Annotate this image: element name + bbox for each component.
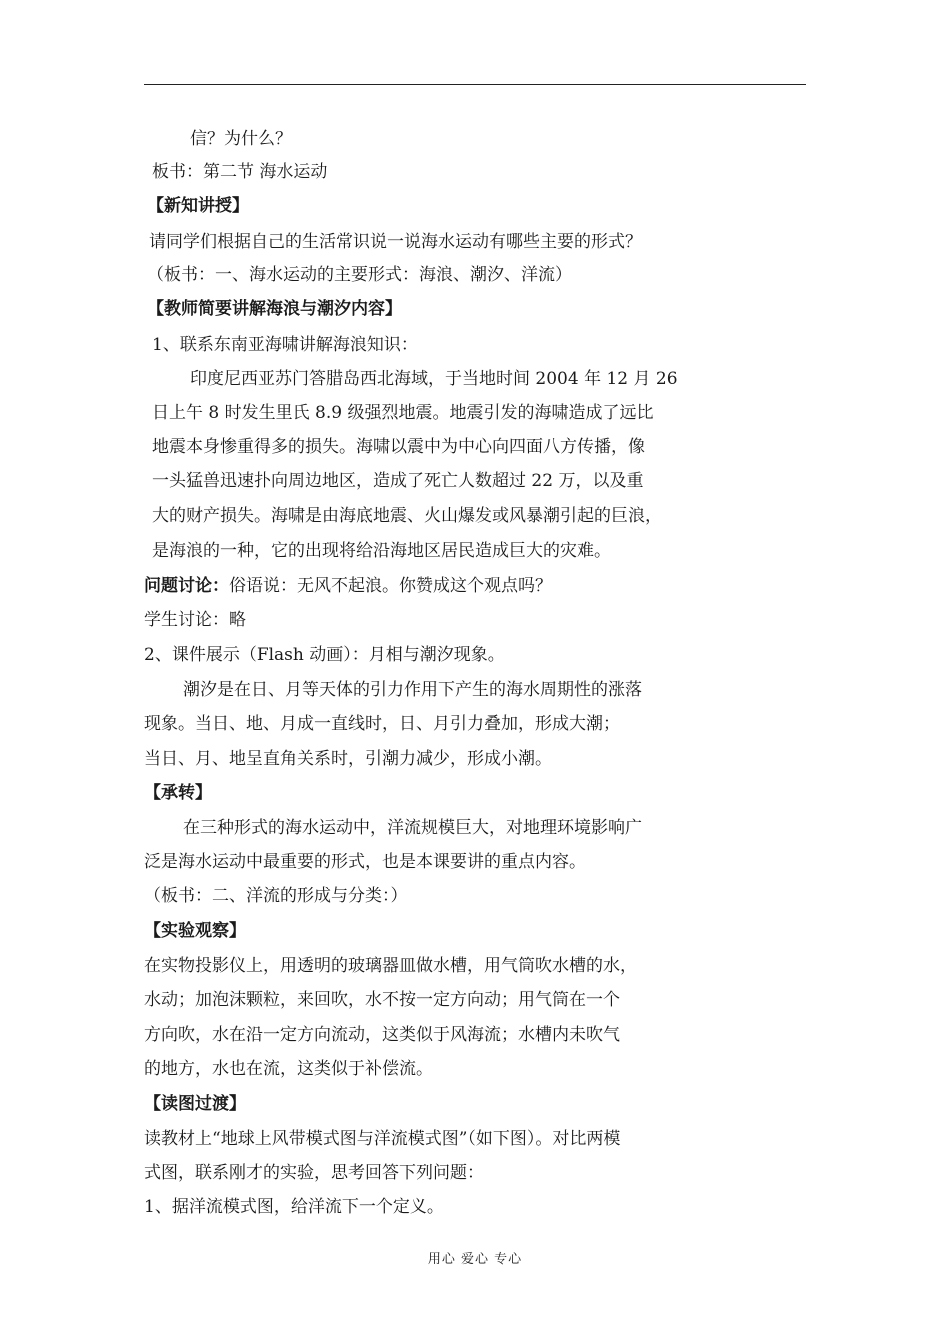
text-line: 式图，联系刚才的实验，思考回答下列问题： bbox=[144, 1163, 484, 1183]
text-line: 在实物投影仪上，用透明的玻璃器皿做水槽，用气筒吹水槽的水， bbox=[144, 956, 637, 976]
text-line: 当日、月、地呈直角关系时，引潮力减少，形成小潮。 bbox=[144, 749, 552, 769]
text-line: 信？为什么？ bbox=[190, 129, 292, 149]
text-line: （板书：二、洋流的形成与分类：） bbox=[144, 886, 408, 906]
text-line: 学生讨论：略 bbox=[144, 610, 246, 630]
text-line: 2、课件展示（Flash 动画）：月相与潮汐现象。 bbox=[144, 645, 505, 665]
text-line: 现象。当日、地、月成一直线时，日、月引力叠加，形成大潮； bbox=[144, 714, 620, 734]
section-heading: 【新知讲授】 bbox=[147, 196, 249, 216]
text-line: 水动；加泡沫颗粒，来回吹，水不按一定方向动；用气筒在一个 bbox=[144, 990, 620, 1010]
text-line: 1、联系东南亚海啸讲解海浪知识： bbox=[152, 335, 418, 355]
text-line: （板书：一、海水运动的主要形式：海浪、潮汐、洋流） bbox=[147, 265, 572, 285]
text-line: 在三种形式的海水运动中，洋流规模巨大，对地理环境影响广 bbox=[183, 818, 642, 838]
text-line: 一头猛兽迅速扑向周边地区，造成了死亡人数超过 22 万，以及重 bbox=[152, 471, 644, 491]
text-line: 方向吹，水在沿一定方向流动，这类似于风海流；水槽内未吹气 bbox=[144, 1025, 620, 1045]
text-line: 大的财产损失。海啸是由海底地震、火山爆发或风暴潮引起的巨浪， bbox=[152, 506, 662, 526]
header-rule bbox=[144, 84, 806, 85]
text-line: 日上午 8 时发生里氏 8.9 级强烈地震。地震引发的海啸造成了远比 bbox=[152, 403, 654, 423]
text-line: 的地方，水也在流，这类似于补偿流。 bbox=[144, 1059, 433, 1079]
text-line: 板书：第二节 海水运动 bbox=[152, 162, 328, 182]
text-line: 1、据洋流模式图，给洋流下一个定义。 bbox=[144, 1197, 444, 1217]
text-line: 印度尼西亚苏门答腊岛西北海域，于当地时间 2004 年 12 月 26 bbox=[190, 369, 678, 389]
text-line: 读教材上“地球上风带模式图与洋流模式图”（如下图）。对比两模 bbox=[144, 1129, 621, 1149]
text-line: 地震本身惨重得多的损失。海啸以震中为中心向四面八方传播，像 bbox=[152, 437, 645, 457]
text-line: 是海浪的一种，它的出现将给沿海地区居民造成巨大的灾难。 bbox=[152, 541, 611, 561]
discussion-text: 俗语说：无风不起浪。你赞成这个观点吗？ bbox=[229, 576, 552, 596]
section-heading: 【实验观察】 bbox=[144, 921, 246, 941]
text-line: 潮汐是在日、月等天体的引力作用下产生的海水周期性的涨落 bbox=[183, 680, 642, 700]
page-footer: 用心 爱心 专心 bbox=[427, 1252, 523, 1267]
section-heading: 【承转】 bbox=[144, 783, 212, 803]
text-line bbox=[144, 575, 552, 597]
discussion-label: 问题讨论： bbox=[144, 576, 229, 596]
section-heading: 【读图过渡】 bbox=[144, 1094, 246, 1114]
text-line: 泛是海水运动中最重要的形式，也是本课要讲的重点内容。 bbox=[144, 852, 586, 872]
section-heading: 【教师简要讲解海浪与潮汐内容】 bbox=[147, 299, 402, 319]
text-line: 请同学们根据自己的生活常识说一说海水运动有哪些主要的形式？ bbox=[149, 232, 642, 252]
